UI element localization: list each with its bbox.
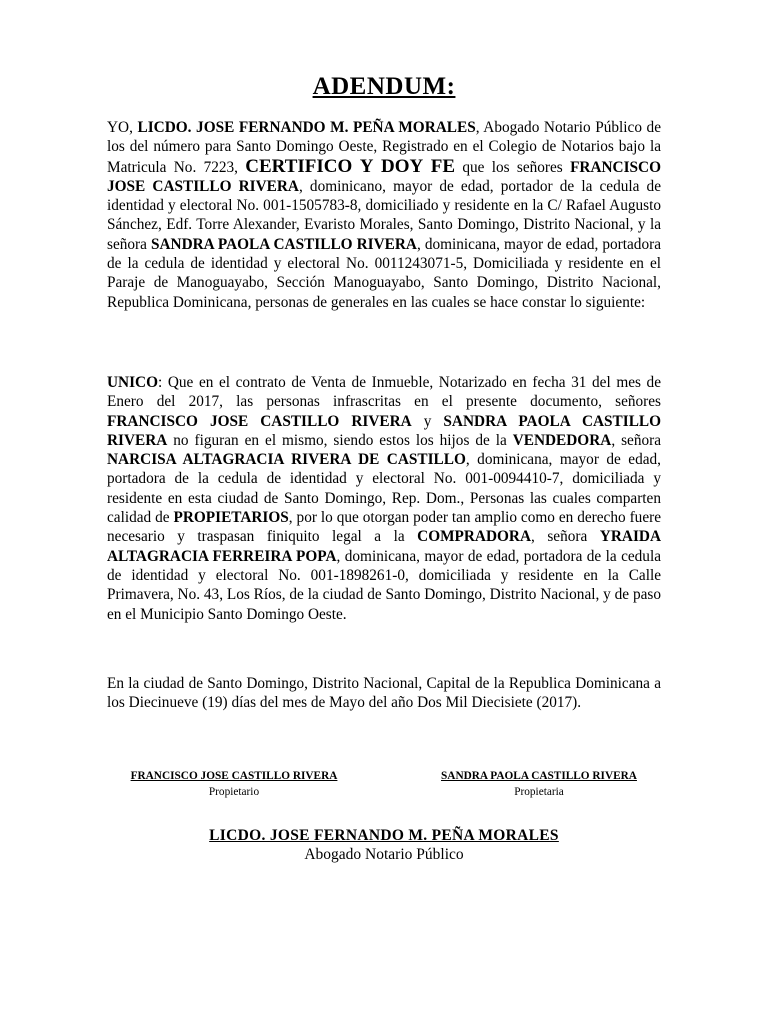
role-term: COMPRADORA xyxy=(417,528,532,546)
unico-paragraph xyxy=(107,373,661,624)
text-run: , dominicano, mayor de edad, portador de la cedula de identidad y electoral No. 001-1505783-8, domiciliado y residente en la C/ Rafael Augusto Sánchez, Edf. Torre Alexander, Evaristo Morales, Santo Domingo, Distrito Nacional, y la señora xyxy=(107,177,661,253)
party-name: NARCISA ALTAGRACIA RIVERA DE CASTILLO xyxy=(107,451,466,469)
certification-paragraph xyxy=(107,118,661,312)
party-name: SANDRA PAOLA CASTILLO RIVERA xyxy=(150,235,417,253)
text-run: y xyxy=(411,412,444,430)
signature-block-owner-1 xyxy=(107,769,361,799)
party-name: YRAIDA ALTAGRACIA FERREIRA POPA xyxy=(107,528,661,565)
notary-role: Abogado Notario Público xyxy=(304,846,464,863)
party-name: FRANCISCO JOSE CASTILLO RIVERA xyxy=(107,412,412,430)
signatory-name: SANDRA PAOLA CASTILLO RIVERA xyxy=(441,770,637,782)
text-run: , dominicana, mayor de edad, portadora de la cedula de identidad y electoral No. 001-1898261-0, domiciliada y residente en la Calle Primavera, No. 43, Los Ríos, de la ciudad de Santo Domingo, Distrito Nacional, y de paso en el Municipio Santo Domingo Oeste. xyxy=(107,547,661,623)
notary-signature-block xyxy=(0,826,768,864)
text-run: no figuran en el mismo, siendo estos los hijos de la xyxy=(167,431,513,449)
role-term: PROPIETARIOS xyxy=(173,509,289,527)
party-name: SANDRA PAOLA CASTILLO RIVERA xyxy=(107,412,662,449)
date-paragraph: En la ciudad de Santo Domingo, Distrito Nacional, Capital de la Republica Dominicana a los Diecinueve (19) días del mes de Mayo del año Dos Mil Diecisiete (2017). xyxy=(107,675,661,712)
text-run: : Que en el contrato de Venta de Inmueble, Notarizado en fecha 31 del mes de Enero del 2017, las personas infrascritas en el presente documento, señores xyxy=(107,374,661,411)
text-run: , Abogado Notario Público de los del número para Santo Domingo Oeste, Registrado en el Colegio de Notarios bajo la Matricula No. 7223, xyxy=(107,119,662,176)
certifico-phrase: CERTIFICO Y DOY FE xyxy=(245,155,456,177)
text-run: , señora xyxy=(611,431,662,449)
text-run: que los señores xyxy=(455,158,571,176)
text-run: , dominicana, mayor de edad, portadora de la cedula de identidad y electoral No. 001-0094410-7, domiciliada y residente en esta ciudad de Santo Domingo, Rep. Dom., Personas las cuales comparten calidad de xyxy=(107,451,661,527)
notary-name-inline: LICDO. JOSE FERNANDO M. PEÑA MORALES xyxy=(137,119,476,136)
signatory-name: FRANCISCO JOSE CASTILLO RIVERA xyxy=(130,770,338,782)
text-run: , por lo que otorgan poder tan amplio como en derecho fuere necesario y traspasan finiquito legal a la xyxy=(107,509,661,546)
text-run: , dominicana, mayor de edad, portadora de la cedula de identidad y electoral No. 0011243071-5, Domiciliada y residente en el Paraje de Manoguayabo, Sección Manoguayabo, Santo Domingo, Distrito Nacional, Republica Dominicana, personas de generales en las cuales se hace constar lo siguiente: xyxy=(107,235,661,311)
unico-heading: UNICO xyxy=(107,374,158,391)
text-run: , señora xyxy=(531,528,600,546)
notary-name: LICDO. JOSE FERNANDO M. PEÑA MORALES xyxy=(209,827,559,844)
text-run: YO, xyxy=(107,119,138,136)
signatory-role: Propietaria xyxy=(514,786,564,798)
signatory-role: Propietario xyxy=(208,786,260,798)
party-name: FRANCISCO JOSE CASTILLO RIVERA xyxy=(107,158,661,195)
document-title: ADENDUM: xyxy=(312,73,456,100)
signature-block-owner-2 xyxy=(414,769,664,799)
role-term: VENDEDORA xyxy=(512,431,612,449)
